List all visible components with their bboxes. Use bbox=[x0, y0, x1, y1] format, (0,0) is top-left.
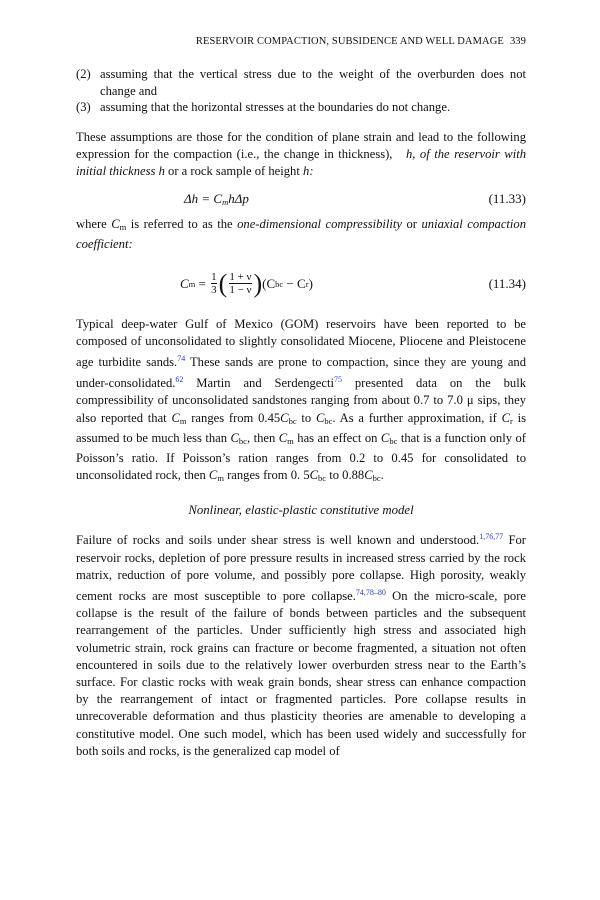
list-item bbox=[76, 99, 526, 116]
page bbox=[76, 36, 526, 760]
paragraph-gom-reservoirs: Typical deep-water Gulf of Mexico (GOM) reservoirs have been reported to be composed of unconsolidated to slightly consolidated Miocene, Pliocene and Pleistocene age turbidite sands.$^{74}$ These sands are prone to compaction, since they are young and under-consolidated.$^{62}$ Martin and Serdengecti$^{75}$ presented data on the bulk compressibility of unconsolidated sandstones ranging from about 0.7 to 7.0 μ sips, they also reported that $C_m$ ranges from $0.45C_{bc}$ to $C_{bc}$. As a further approximation, if $C_r$ is assumed to be much less than $C_{bc}$, then $C_m$ has an effect on $C_{bc}$ that is a function only of Poisson’s ratio. If Poisson’s ration ranges from 0.2 to 0.45 for consolidated to unconsolidated rock, then $C_m$ ranges from 0. $5C_{bc}$ to $0.88C_{bc}$. bbox=[76, 316, 527, 484]
list-item-text: assuming that the horizontal stresses at the boundaries do not change. bbox=[100, 100, 451, 114]
running-head bbox=[76, 36, 526, 52]
paragraph-definition: where $C_m$ is referred to as the one-dimensional compressibility or uniaxial compaction coefficient: bbox=[76, 217, 526, 252]
list-item-number: (3) bbox=[76, 100, 91, 114]
section-heading: Nonlinear, elastic-plastic constitutive model bbox=[188, 503, 414, 518]
paragraph-constitutive-model: Failure of rocks and soils under shear stress is well known and understood.$^{1,76,77}$ For reservoir rocks, depletion of pore pressure results in increased stress carried by the rock matrix, reduction of pore volume, and possibly pore collapse. High porosity, weakly cement rocks are most susceptible to pore collapse.$^{74,78-80}$ On the micro-scale, pore collapse is the result of the failure of bonds between particles and the subsequent rearrangement of the particles. Under sufficiently high stress and associated high volumetric strain, rock grains can fracture or become fragmented, a situation not often encountered in soils due to the relatively lower overburden stress near to the Earth’s surface. For clastic rocks with weak grain bonds, shear stress can enhance compaction by the rearrangement of intact or fragmented particles. Pore collapse results in unrecoverable deformation and thus plasticity theories are amenable to developing a constitutive model. One such model, which has been used widely and successfully for both soils and rocks, is the generalized cap model of bbox=[76, 532, 527, 758]
list-item-number: (2) bbox=[76, 67, 91, 81]
equation-number: (11.34) bbox=[488, 275, 526, 291]
citation-link[interactable]: 74 bbox=[177, 353, 186, 363]
equation-number: (11.33) bbox=[488, 191, 526, 207]
page-number: 339 bbox=[509, 36, 526, 47]
fraction-one-third: $\frac{1}{3}$ bbox=[211, 271, 217, 297]
running-title: RESERVOIR COMPACTION, SUBSIDENCE AND WELL DAMAGE bbox=[195, 36, 504, 47]
fraction-poisson: $\frac{1 + \nu}{1 - \nu}$ bbox=[229, 271, 252, 297]
assumption-list bbox=[76, 66, 526, 116]
equation-body: C m = $\frac{1}{3}$ ( $\frac{1 + \nu}{1 - \nu}$ ) (C bc − C r ) bbox=[180, 268, 313, 298]
list-item bbox=[76, 66, 526, 99]
list-item-text: assuming that the vertical stress due to the weight of the overburden does not change and bbox=[100, 67, 526, 98]
citation-link[interactable]: 74,78–80 bbox=[355, 587, 386, 597]
paragraph-plane-strain: These assumptions are those for the condition of plane strain and lead to the following expression for the compaction (i.e., the change in thickness), h, of the reservoir with initial thickness h or a rock sample of height h: bbox=[76, 129, 526, 178]
equation-11-34 bbox=[76, 262, 526, 306]
citation-link[interactable]: 75 bbox=[333, 375, 342, 385]
equation-11-33 bbox=[76, 188, 526, 210]
equation-body: $\Delta h = C_mh\Delta p$ bbox=[184, 191, 249, 208]
citation-link[interactable]: 62 bbox=[175, 375, 184, 385]
citation-link[interactable]: 1,76,77 bbox=[479, 532, 504, 542]
